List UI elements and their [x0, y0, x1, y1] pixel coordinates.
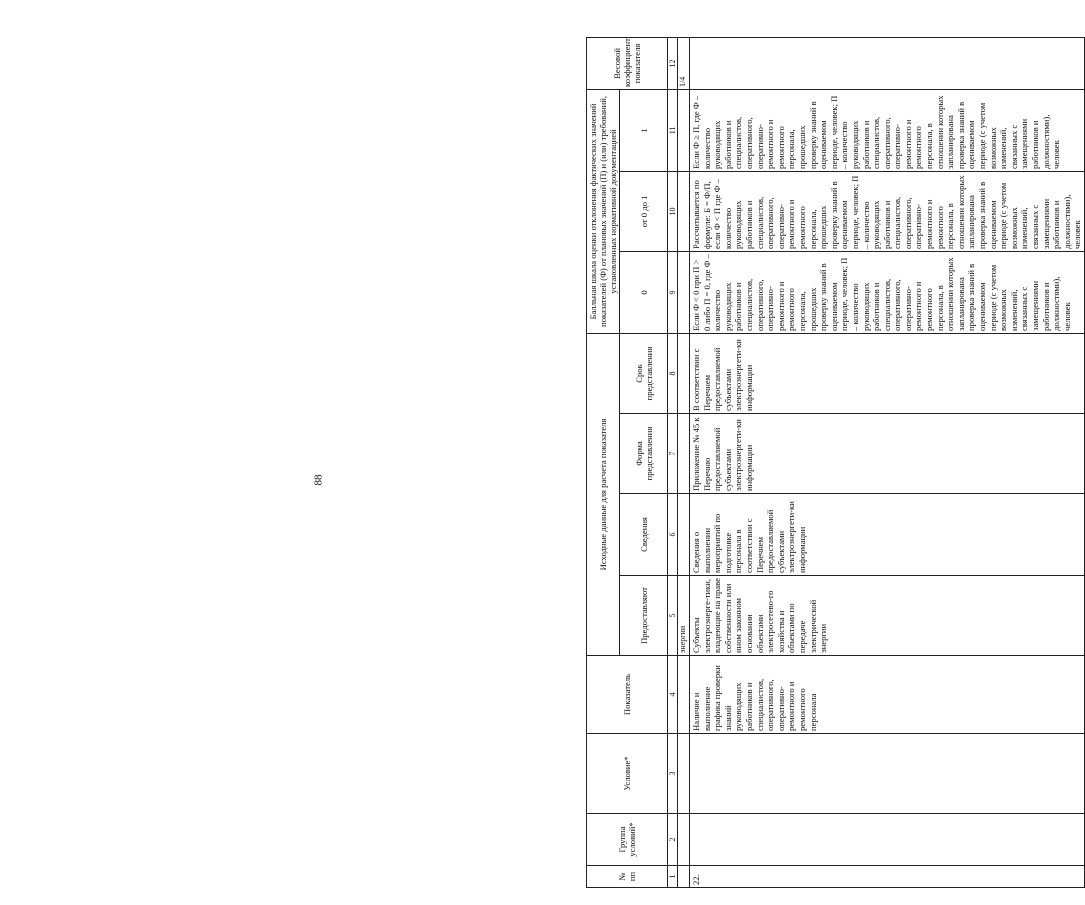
- indicator-cell: Наличие и выполнение графика проверки знаний руководящих работников и специалистов, оперативного, оперативно-ремонтного и ремонтного персонала: [690, 656, 1085, 734]
- header-row-1: [587, 37, 620, 887]
- row-number: 22.: [690, 866, 1085, 888]
- header-num: № пп: [587, 866, 668, 888]
- condition-cell: [690, 734, 1085, 814]
- header-provider: Предоставляют: [620, 576, 668, 656]
- info-cell: Сведения о выполнении мероприятий по подготовке персонала в соответствии с Перечнем предоставляемой субъектами электроэнергети-ки информации: [690, 494, 1085, 576]
- deadline-cell: В соответствии с Перечнем предоставляемой субъектами электроэнергети-ки информации: [690, 333, 1085, 413]
- column-number: 1: [668, 866, 678, 888]
- header-scale-group: Балльная шкала оценки отклонения фактических значений показателей (Ф) от плановых значений (П) и (или) требований, установленных нормативной документацией: [587, 89, 620, 333]
- header-source-group: Исходные данные для расчета показателя: [587, 333, 620, 655]
- column-number: 6: [668, 494, 678, 576]
- column-number: 11: [668, 89, 678, 171]
- provider-cell: Субъекты электроэнерге-тики, владеющие на праве собственности или ином законном основании объектами электросетево-го хозяйства и объектами по передаче электрической энергии: [690, 576, 1085, 656]
- column-number: 12: [668, 37, 678, 89]
- header-score-0: 0: [620, 251, 668, 333]
- column-number: 4: [668, 656, 678, 734]
- continuation-row: [678, 37, 690, 887]
- header-indicator: Показатель: [587, 656, 668, 734]
- score-1-cell: Если Ф ≥ П, где Ф – количество руководящих работников и специалистов, оперативного, оперативно-ремонтного и ремонтного персонала, прошедших проверку знаний в оцениваемом периоде, человек; П – количество руководящих работников и специалистов, оперативного, оперативно-ремонтного и ремонтного персонала, в отношении которых запланирована проверка знаний в оцениваемом периоде (с учетом возможных изменений, связанных с замещениями работников и должностями), человек: [690, 89, 1085, 171]
- column-number-row: [668, 37, 678, 887]
- column-number: 9: [668, 251, 678, 333]
- rotated-table-container: [586, 38, 1083, 888]
- weight-value: 1/4: [678, 37, 690, 89]
- score-0-1-cell: Рассчитывается по формуле: Б = Ф/П, если Ф < П где Ф – количество руководящих работников и специалистов, оперативного, оперативно-ремонтного и ремонтного персонала, прошедших проверку знаний в оцениваемом периоде, человек; П – количество руководящих работников и специалистов, оперативного, оперативно-ремонтного и ремонтного персонала, в отношении которых запланирована проверка знаний в оцениваемом периоде (с учетом возможных изменений, связанных с замещениями работников и должностями), человек: [690, 171, 1085, 251]
- page-number: 88: [312, 474, 325, 486]
- table-row-22: [690, 37, 1085, 887]
- header-score-1: 1: [620, 89, 668, 171]
- header-weight: Весовой коэффициент показателя: [587, 37, 668, 89]
- form-cell: Приложение № 45 к Перечню предоставляемой субъектами электроэнергети-ки информации: [690, 414, 1085, 494]
- group-cell: [690, 814, 1085, 866]
- score-0-cell: Если Ф < 0 при П > 0 либо П = 0, где Ф – количество руководящих работников и специалистов, оперативного, оперативно-ремонтного и ремонтного персонала, прошедших проверку знаний в оцениваемом периоде, человек; П – количество руководящих работников и специалистов, оперативного, оперативно-ремонтного и ремонтного персонала, в отношении которых запланирована проверка знаний в оцениваемом периоде (с учетом возможных изменений, связанных с замещениями работников и должностями), человек: [690, 251, 1085, 333]
- column-number: 10: [668, 171, 678, 251]
- header-group: Группа условий*: [587, 814, 668, 866]
- column-number: 3: [668, 734, 678, 814]
- indicator-table: [586, 37, 1085, 888]
- column-number: 5: [668, 576, 678, 656]
- column-number: 8: [668, 333, 678, 413]
- header-info: Сведения: [620, 494, 668, 576]
- column-number: 7: [668, 414, 678, 494]
- header-condition: Условие*: [587, 734, 668, 814]
- weight-cell: [690, 37, 1085, 89]
- header-form: Форма представления: [620, 414, 668, 494]
- provider-continuation: энергии: [678, 576, 690, 656]
- header-deadline: Срок представления: [620, 333, 668, 413]
- header-score-0-1: от 0 до 1: [620, 171, 668, 251]
- column-number: 2: [668, 814, 678, 866]
